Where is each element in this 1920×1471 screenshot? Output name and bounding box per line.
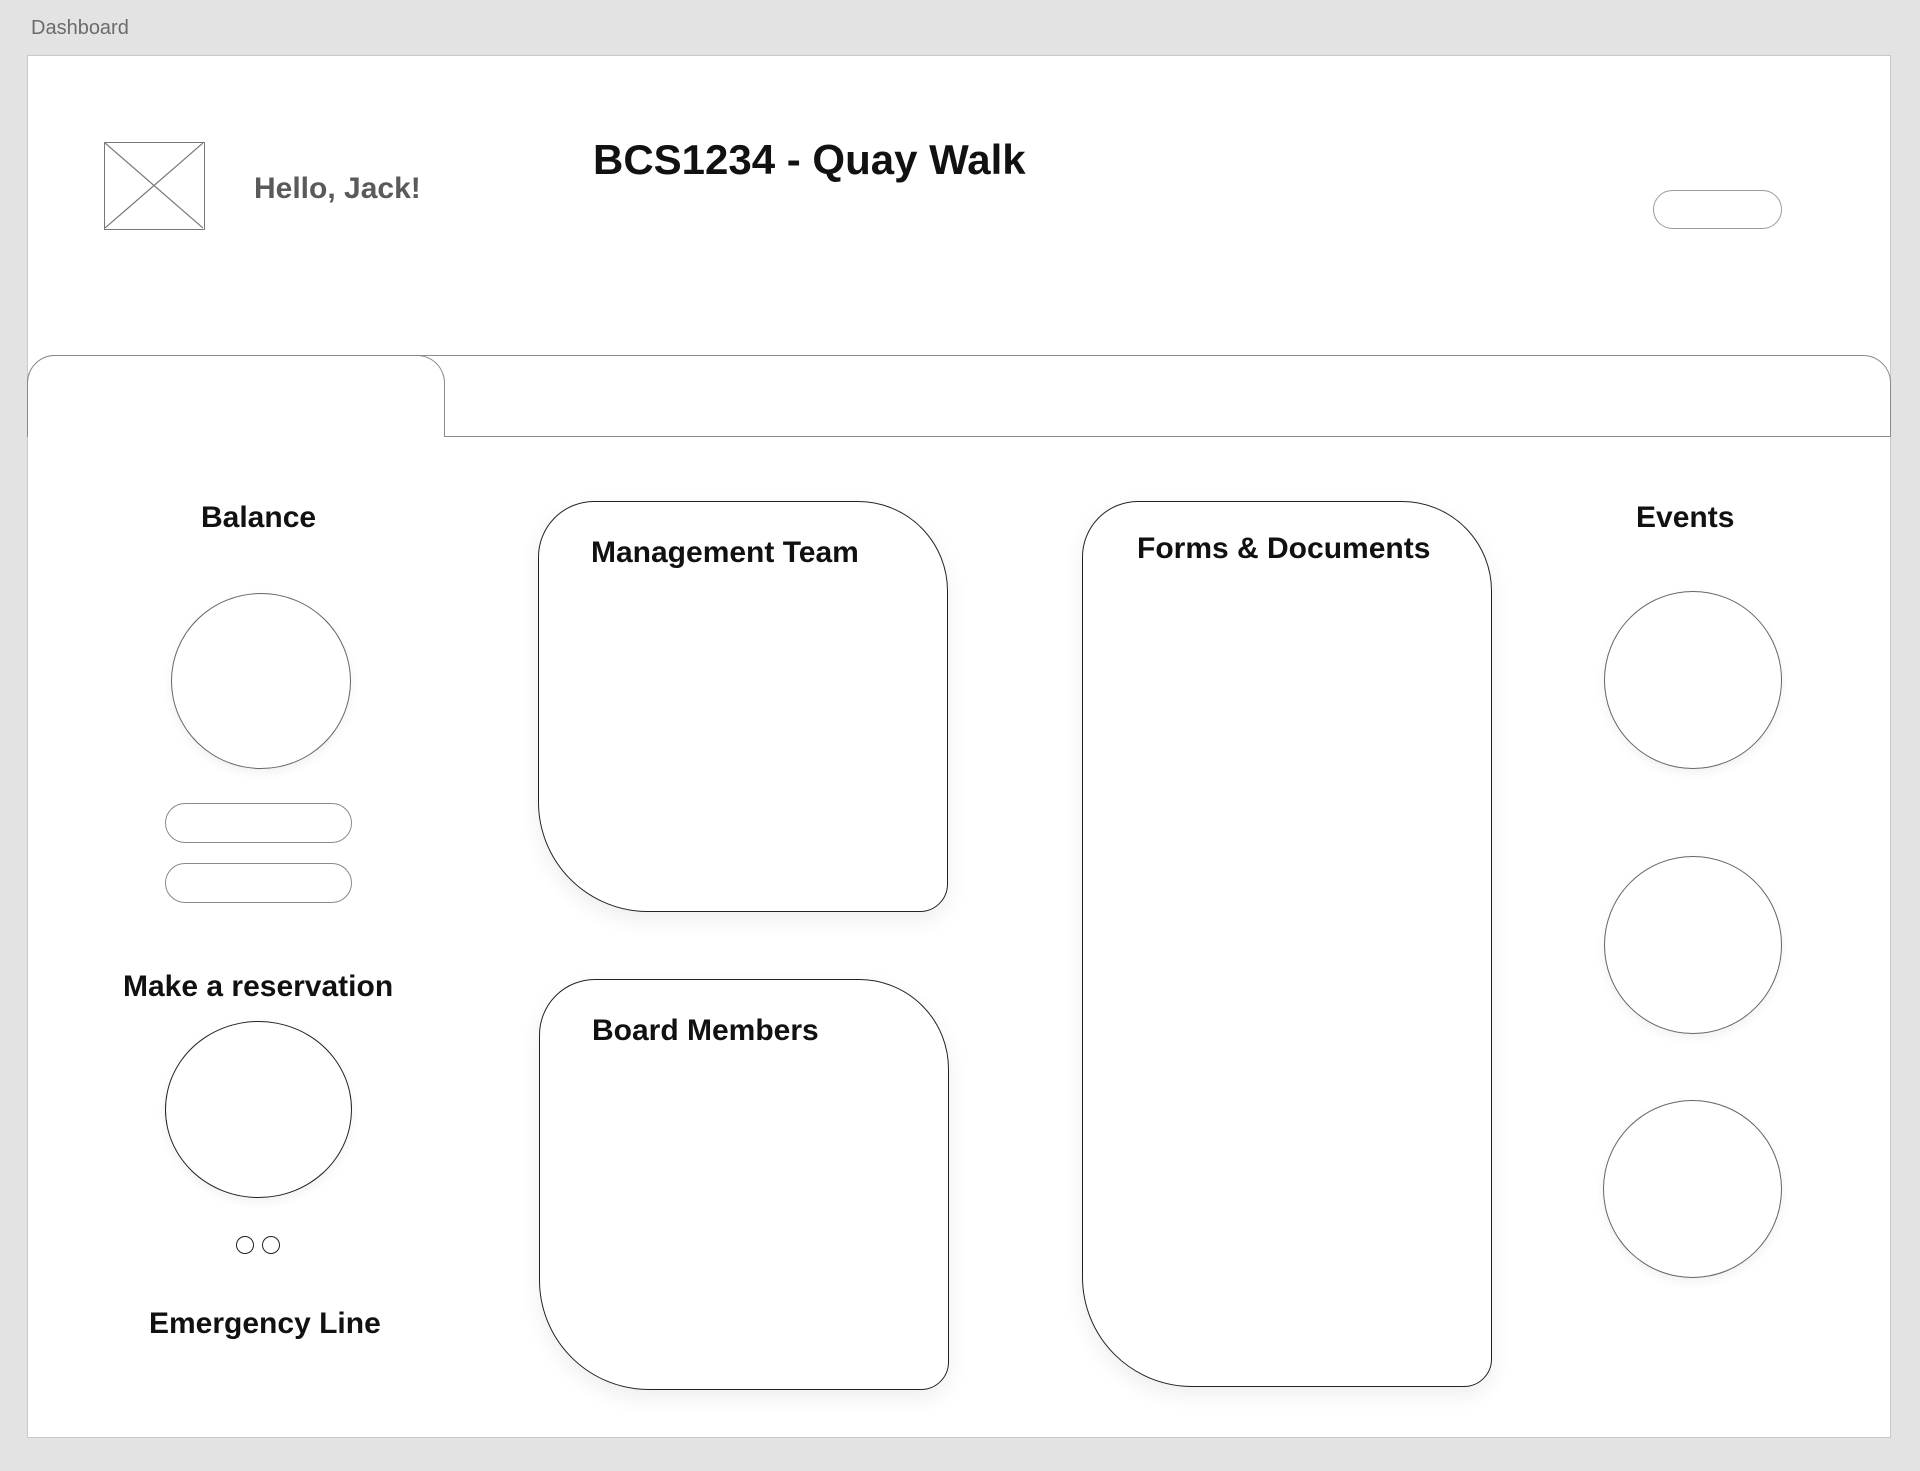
event-circle-3[interactable] <box>1603 1100 1782 1278</box>
forms-documents-heading: Forms & Documents <box>1137 532 1431 565</box>
board-members-heading: Board Members <box>592 1014 819 1047</box>
reservation-circle[interactable] <box>165 1021 352 1198</box>
event-circle-1[interactable] <box>1604 591 1782 769</box>
forms-documents-card[interactable] <box>1082 501 1492 1387</box>
tab-active[interactable] <box>27 355 445 437</box>
board-members-card[interactable] <box>539 979 949 1390</box>
pagination-dot-1[interactable] <box>236 1236 254 1254</box>
page-title: BCS1234 - Quay Walk <box>593 136 1026 183</box>
greeting-text: Hello, Jack! <box>254 172 421 205</box>
management-team-card[interactable] <box>538 501 948 912</box>
header-action-button[interactable] <box>1653 190 1782 229</box>
management-team-heading: Management Team <box>591 536 859 569</box>
pagination-dot-2[interactable] <box>262 1236 280 1254</box>
image-placeholder-icon <box>105 143 203 228</box>
events-heading: Events <box>1636 501 1735 534</box>
logo-image-placeholder <box>104 142 205 230</box>
event-circle-2[interactable] <box>1604 856 1782 1034</box>
balance-button-primary[interactable] <box>165 803 352 843</box>
artboard-label: Dashboard <box>31 17 129 39</box>
emergency-heading: Emergency Line <box>149 1307 381 1340</box>
balance-circle[interactable] <box>171 593 351 769</box>
balance-button-secondary[interactable] <box>165 863 352 903</box>
dashboard-artboard <box>27 55 1891 1438</box>
reservation-heading: Make a reservation <box>123 970 394 1003</box>
balance-heading: Balance <box>201 501 317 534</box>
